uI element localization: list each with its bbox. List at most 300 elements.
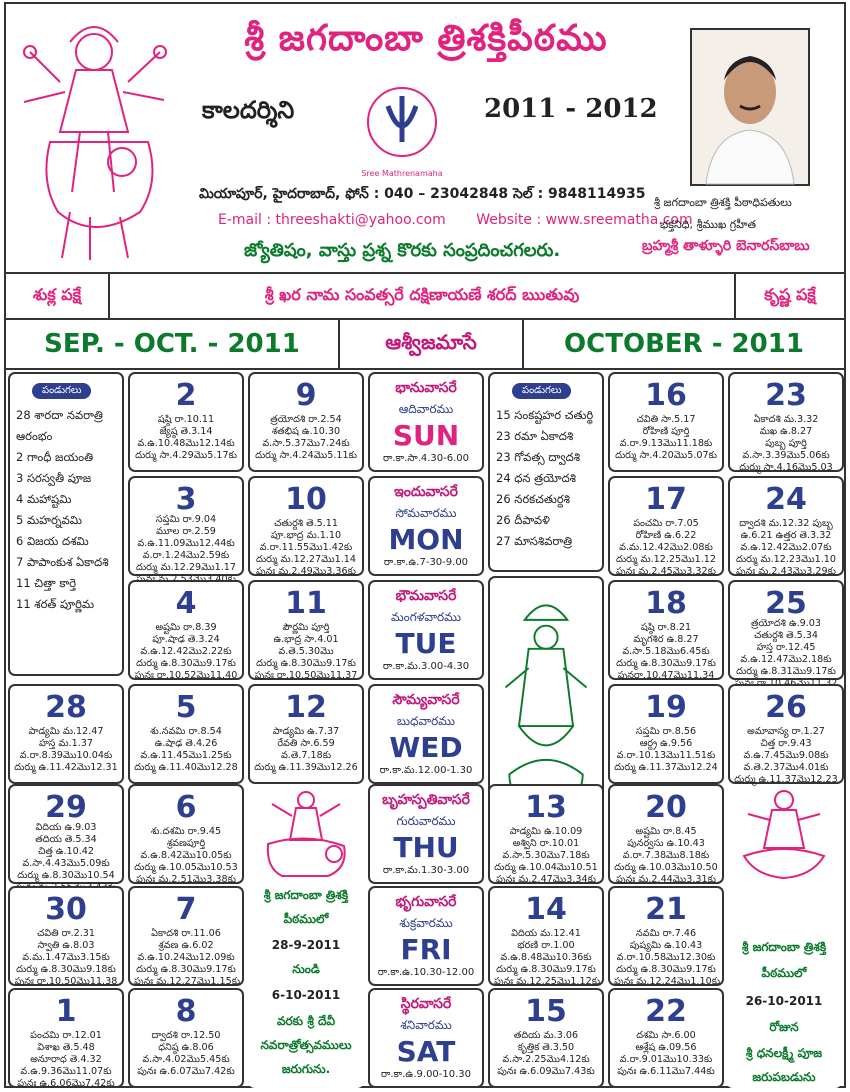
panchang-line: వ.రా.10.13మొ11.51కు bbox=[616, 750, 716, 761]
panchang-line: విదియ మ.12.41 bbox=[511, 928, 581, 939]
paksha-band bbox=[6, 274, 844, 320]
portrait-illustration bbox=[692, 30, 808, 184]
panchang-line: విదియ ఉ.9.03 bbox=[35, 822, 97, 833]
panchang-line: ద్వాదశి మ.12.32 పుబ్బ bbox=[739, 518, 833, 529]
day-number: 5 bbox=[175, 690, 197, 725]
panchang-line: వ.తె.5.30మొ bbox=[278, 646, 334, 657]
rahu-kalam: రా.కా.ఉ.10.30-12.00 bbox=[377, 967, 475, 978]
panchang-line: వ.ఉ.10.24మొ12.09కు bbox=[137, 952, 235, 963]
panchang-line: దుర్ము సా.4.24మొ5.11కు bbox=[255, 450, 357, 461]
panchang-line: ఉ.షాఢ తె.4.26 bbox=[154, 738, 218, 749]
panchang-line: చవితి రా.2.31 bbox=[36, 928, 96, 939]
day-cell bbox=[728, 580, 844, 680]
day-number: 29 bbox=[45, 790, 87, 825]
panchang-line: రేవతి సా.6.59 bbox=[277, 738, 335, 749]
telugu-month-label: ఆశ్వీజమాసే bbox=[385, 329, 477, 354]
day-panchang-details bbox=[134, 514, 238, 586]
day-cell bbox=[128, 580, 244, 680]
panchang-line: ఆశ్లేష ఉ.09.56 bbox=[635, 1042, 697, 1053]
panchang-line: మూల రా.2.59 bbox=[156, 526, 216, 537]
weekday-english: FRI bbox=[400, 933, 452, 966]
panchang-line: ఉ.భాద్ర సా.4.01 bbox=[273, 634, 339, 645]
weekday-vasara: భానువాసరే bbox=[395, 380, 457, 396]
panchang-line: వ.సా.4.43మొ5.09కు bbox=[22, 858, 110, 869]
seal-bottom-text: Sree Mathrenamaha bbox=[361, 169, 443, 178]
festival-item: 11 శరత్ పూర్ణిమ bbox=[16, 597, 95, 611]
panchang-line: దుర్ము సా.4.16మొ5.03 bbox=[739, 462, 833, 473]
weekday-cell-fri bbox=[368, 886, 484, 986]
panchang-line: అష్టమి రా.8.39 bbox=[155, 622, 217, 633]
day-number: 9 bbox=[295, 378, 317, 413]
panchang-line: పునః ఉ.6.06మొ7.42కు bbox=[17, 1078, 115, 1089]
panchang-line: దుర్ము సా.4.20మొ5.07కు bbox=[615, 450, 717, 461]
note-left-line: నవరాత్రోత్సవములు bbox=[260, 1038, 352, 1052]
panchang-line: పునరా.10.47మొ11.34 bbox=[617, 670, 715, 681]
day-panchang-details bbox=[14, 726, 118, 774]
panchang-line: దుర్ము ఉ.11.40మొ12.28 bbox=[134, 762, 238, 773]
panchang-line: దుర్ము ఉ.8.30మొ9.17కు bbox=[136, 964, 236, 975]
panchang-line: వ.ఉ.8.48మొ10.36కు bbox=[500, 952, 592, 963]
panchang-line: రోహిణి ఉ.6.22 bbox=[635, 530, 697, 541]
panchang-line: దుర్ము ఉ.8.30మొ9.17కు bbox=[616, 658, 716, 669]
panchang-line: వ.ఉ.7.45మొ9.08కు bbox=[743, 750, 829, 761]
services-line: జ్యోతిషం, వాస్తు ప్రశ్న కొరకు సంప్రదించగలరు. bbox=[244, 240, 561, 261]
founder-photo bbox=[690, 28, 810, 186]
panchang-line: ఆర్ద్ర ఉ.9.56 bbox=[639, 738, 693, 749]
panchang-line: శ్రవణ ఉ.6.02 bbox=[158, 940, 214, 951]
founder-caption-honor: భక్తనిధి, శ్రీముఖ గ్రహీత bbox=[660, 218, 757, 231]
day-cell bbox=[128, 784, 244, 884]
panchang-line: అష్టమి రా.8.45 bbox=[635, 826, 697, 837]
festival-item: 7 పాపాంకుశ ఏకాదశి bbox=[16, 555, 109, 569]
panchang-line: వ.ఉ.10.48మొ12.14కు bbox=[137, 438, 235, 449]
panchang-line: వ.రా.8.39మొ10.04కు bbox=[19, 750, 113, 761]
weekday-vasara: భృగువాసరే bbox=[395, 894, 457, 910]
panchang-line: తదియ మ.3.06 bbox=[513, 1030, 579, 1041]
rahu-kalam: రా.కా.మ.12.00-1.30 bbox=[379, 765, 473, 776]
day-number: 22 bbox=[645, 994, 687, 1029]
krishna-paksha-label: కృష్ణ పక్షే bbox=[764, 284, 816, 304]
day-cell bbox=[488, 988, 604, 1088]
panchang-line: పునర్వసు ఉ.10.43 bbox=[627, 838, 705, 849]
weekday-cell-thu bbox=[368, 784, 484, 884]
day-cell bbox=[608, 784, 724, 884]
day-cell bbox=[608, 684, 724, 784]
panchang-line: ఏకాదశి మ.3.32 bbox=[753, 414, 819, 425]
panchang-line: హస్త రా.12.45 bbox=[756, 642, 816, 653]
panchang-line: దుర్ము ఉ.11.42మొ12.31 bbox=[14, 762, 118, 773]
calendar-grid bbox=[6, 372, 844, 1088]
day-cell bbox=[248, 476, 364, 576]
weekday-telugu: ఆదివారము bbox=[398, 402, 454, 416]
day-panchang-details bbox=[254, 726, 358, 774]
panchang-line: వ.తె.2.37మొ4.01కు bbox=[743, 762, 829, 773]
day-panchang-details bbox=[494, 928, 601, 988]
peetam-title: శ్రీ జగదాంబా త్రిశక్తిపీఠము bbox=[244, 18, 608, 59]
day-panchang-details bbox=[614, 414, 718, 462]
panchang-line: షష్ఠి రా.10.11 bbox=[157, 414, 215, 425]
panchang-line: పునః మ.2.47మొ3.34కు bbox=[496, 874, 596, 885]
note-left-line: వరకు శ్రీ దేవీ bbox=[276, 1014, 336, 1028]
panchang-line: పునః రా.10.52మొ11.40 bbox=[134, 670, 238, 681]
panchang-line: దుర్ము ఉ.10.04మొ10.51 bbox=[494, 862, 598, 873]
panchang-line: పునః రా.10.50మొ11.38 bbox=[14, 976, 118, 987]
website-text: Website : www.sreematha.com bbox=[476, 212, 693, 228]
panchang-line: చిత్త ఉ.10.42 bbox=[37, 846, 95, 857]
note-left-line: జరుగును. bbox=[281, 1062, 331, 1076]
day-number: 10 bbox=[285, 482, 327, 517]
day-number: 14 bbox=[525, 892, 567, 927]
panchang-line: చతుర్దశి తె.5.34 bbox=[754, 630, 818, 641]
panchang-line: దుర్ము ఉ.11.39మొ12.26 bbox=[254, 762, 358, 773]
day-number: 6 bbox=[175, 790, 197, 825]
panchang-line: వ.ఉ.11.45మొ1.25కు bbox=[140, 750, 232, 761]
festivals-left-box bbox=[8, 372, 124, 676]
panchang-line: పునః మ.2.44మొ3.31కు bbox=[616, 874, 716, 885]
panchang-line: మఖ ఉ.8.27 bbox=[759, 426, 813, 437]
lakshmi-illustration-box bbox=[726, 784, 842, 884]
day-number: 3 bbox=[175, 482, 197, 517]
weekday-cell-sat bbox=[368, 988, 484, 1088]
panchang-line: పునః ఉ.6.09మొ7.43కు bbox=[497, 1066, 595, 1077]
note-left-line: నుండి bbox=[292, 962, 320, 976]
weekday-telugu: మంగళవారము bbox=[390, 610, 462, 624]
panchang-line: చతుర్దశి తె.5.11 bbox=[274, 518, 338, 529]
panchang-line: పుష్యమి ఉ.10.43 bbox=[629, 940, 703, 951]
panchang-line: అమావాస్య రా.1.27 bbox=[747, 726, 825, 737]
day-panchang-details bbox=[134, 414, 238, 462]
founder-caption-title: శ్రీ జగదాంబా త్రిశక్తి పీఠాధిపతులు bbox=[654, 196, 792, 209]
panchang-line: సప్తమి రా.9.04 bbox=[155, 514, 217, 525]
durga-lion-illustration bbox=[248, 784, 364, 884]
day-number: 2 bbox=[175, 378, 197, 413]
peetam-seal-logo bbox=[344, 66, 460, 182]
lakshmi-illustration bbox=[726, 784, 842, 884]
day-panchang-details bbox=[14, 822, 118, 894]
day-number: 23 bbox=[765, 378, 807, 413]
panchang-line: దుర్ము ఉ.10.05మొ10.53 bbox=[134, 862, 238, 873]
festival-item: 24 ధన త్రయోదశి bbox=[496, 471, 577, 485]
dhanalakshmi-note bbox=[726, 884, 842, 1088]
day-cell bbox=[608, 886, 724, 986]
panchang-line: శు.దశమి రా.9.45 bbox=[150, 826, 222, 837]
panchang-line: విశాఖ తె.5.48 bbox=[37, 1042, 95, 1053]
panchang-line: దుర్ము సా.4.29మొ5.17కు bbox=[135, 450, 237, 461]
panchang-line: శతభిష ఉ.10.30 bbox=[271, 426, 341, 437]
day-cell bbox=[608, 476, 724, 576]
festival-item: 4 మహాష్టమి bbox=[16, 492, 72, 506]
panchang-line: నవమి రా.7.46 bbox=[635, 928, 697, 939]
day-cell bbox=[608, 988, 724, 1088]
day-panchang-details bbox=[14, 928, 118, 988]
panchang-line: పాడ్యమి మ.12.47 bbox=[28, 726, 104, 737]
day-panchang-details bbox=[734, 618, 838, 690]
day-panchang-details bbox=[614, 928, 721, 988]
calendar-header bbox=[6, 4, 844, 274]
panchang-line: దుర్ము ఉ.8.30మొ9.17కు bbox=[136, 658, 236, 669]
panchang-line: వ.సా.4.02మొ5.45కు bbox=[142, 1054, 230, 1065]
panchang-line: దుర్ము మ.12.23మొ1.10 bbox=[736, 554, 836, 565]
day-cell bbox=[8, 988, 124, 1088]
panchang-line: పూ.భాద్ర మ.1.10 bbox=[270, 530, 342, 541]
festival-item: 23 గోవత్స ద్వాదశి bbox=[496, 450, 581, 464]
day-panchang-details bbox=[614, 1030, 718, 1078]
samvatsara-label: శ్రీ ఖర నామ సంవత్సరే దక్షిణాయణే శరద్ ఋతువు bbox=[264, 284, 580, 304]
panchang-line: పూ.షాఢ తె.3.24 bbox=[152, 634, 220, 645]
day-panchang-details bbox=[494, 1030, 598, 1078]
rahu-kalam: రా.కా.మ.1.30-3.00 bbox=[382, 865, 470, 876]
festival-item: 15 సంకష్టహర చతుర్థి bbox=[496, 408, 594, 422]
panchang-line: వ.రా.10.58మొ12.30కు bbox=[616, 952, 716, 963]
note-right-line: శ్రీ ధనలక్ష్మీ పూజ bbox=[745, 1046, 823, 1060]
panchang-line: పునః మ.2.43మొ3.29కు bbox=[736, 566, 836, 577]
panchang-line: వ.తె.7.18కు bbox=[280, 750, 332, 761]
weekday-telugu: బుధవారము bbox=[396, 714, 456, 728]
day-panchang-details bbox=[734, 726, 838, 786]
day-number: 13 bbox=[525, 790, 567, 825]
panchang-line: వ.ఉ.8.42మొ10.05కు bbox=[140, 850, 232, 861]
day-number: 19 bbox=[645, 690, 687, 725]
day-cell bbox=[488, 886, 604, 986]
panchang-line: వ.సా.3.39మొ5.06కు bbox=[742, 450, 830, 461]
day-number: 15 bbox=[525, 994, 567, 1029]
panchang-line: వ.ఉ.9.36మొ11.07కు bbox=[20, 1066, 112, 1077]
day-cell bbox=[248, 372, 364, 472]
panchang-line: దుర్ము ఉ.8.30మొ9.17కు bbox=[256, 658, 356, 669]
day-cell bbox=[8, 684, 124, 784]
note-left-line: శ్రీ జగదాంబా త్రిశక్తి bbox=[263, 888, 349, 902]
day-number: 30 bbox=[45, 892, 87, 927]
note-right-line: జరుపబడును bbox=[752, 1070, 816, 1084]
panchang-line: పునః మ.2.51మొ3.38కు bbox=[136, 874, 236, 885]
panchang-line: పంచమి రా.12.01 bbox=[30, 1030, 102, 1041]
navaratri-note bbox=[248, 884, 364, 1088]
panchang-line: అశ్విని రా.10.01 bbox=[512, 838, 580, 849]
panchang-line: పంచమి రా.7.05 bbox=[633, 518, 699, 529]
day-panchang-details bbox=[254, 622, 358, 682]
panchang-line: వ.రా.9.13మొ11.18కు bbox=[619, 438, 713, 449]
weekday-english: THU bbox=[393, 831, 459, 864]
weekday-telugu: సోమవారము bbox=[395, 506, 457, 520]
note-right-line: పీఠములో bbox=[761, 966, 807, 980]
day-panchang-details bbox=[254, 518, 358, 578]
festivals-left-heading: పండుగలు bbox=[32, 383, 91, 399]
panchang-line: వ.ఉ.12.42మొ2.22కు bbox=[140, 646, 232, 657]
panchang-line: పాడ్యమి ఉ.10.09 bbox=[509, 826, 583, 837]
day-cell bbox=[248, 580, 364, 680]
festival-item: 26 దీపావళి bbox=[496, 513, 550, 527]
day-panchang-details bbox=[494, 826, 598, 886]
calendar-years: 2011 - 2012 bbox=[484, 94, 658, 124]
day-cell bbox=[728, 476, 844, 576]
panchang-line: దుర్ము మ.12.27మొ1.14 bbox=[256, 554, 356, 565]
panchang-line: పునః ఉ.6.11మొ7.44కు bbox=[617, 1066, 715, 1077]
panchang-line: త్రయోదశి ఉ.9.03 bbox=[750, 618, 822, 629]
day-panchang-details bbox=[134, 1030, 238, 1078]
note-left-date: 6-10-2011 bbox=[271, 988, 341, 1002]
panchang-line: వ.రా.1.24మొ2.59కు bbox=[142, 550, 230, 561]
calendar-page bbox=[4, 2, 846, 1088]
day-cell bbox=[8, 784, 124, 884]
day-number: 8 bbox=[175, 994, 197, 1029]
weekday-english: SUN bbox=[392, 419, 460, 452]
panchang-line: హస్త మ.1.37 bbox=[39, 738, 93, 749]
festival-item: ఆరంభం bbox=[16, 429, 53, 443]
day-panchang-details bbox=[734, 518, 838, 578]
panchang-line: వ.మ.1.47మొ3.15కు bbox=[22, 952, 110, 963]
day-number: 16 bbox=[645, 378, 687, 413]
panchang-line: వ.సా.5.37మొ7.24కు bbox=[262, 438, 350, 449]
day-panchang-details bbox=[134, 622, 238, 682]
festival-item: 3 సరస్వతీ పూజ bbox=[16, 471, 92, 485]
rahu-kalam: రా.కా.ఉ.7-30-9.00 bbox=[383, 557, 469, 568]
panchang-line: పునః మ.2.45మొ3.32కు bbox=[616, 566, 716, 577]
panchang-line: సప్తమి రా.8.56 bbox=[635, 726, 697, 737]
calendar-subtitle: కాలదర్శిని bbox=[202, 96, 295, 124]
weekday-telugu: శనివారము bbox=[400, 1018, 452, 1032]
panchang-line: దుర్ము ఉ.11.37మొ12.24 bbox=[614, 762, 718, 773]
weekday-english: SAT bbox=[396, 1035, 456, 1068]
weekday-vasara: బృహస్పతివాసరే bbox=[382, 792, 470, 808]
festivals-right-list bbox=[496, 405, 596, 552]
day-panchang-details bbox=[614, 726, 718, 774]
rahu-kalam: రా.కా.ఉ.9.00-10.30 bbox=[380, 1069, 472, 1080]
day-number: 28 bbox=[45, 690, 87, 725]
rahu-kalam: రా.కా.మ.3.00-4.30 bbox=[382, 661, 470, 672]
goddess-durga-illustration bbox=[10, 12, 178, 264]
day-cell bbox=[128, 476, 244, 576]
panchang-line: త్రయోదశి రా.2.54 bbox=[270, 414, 342, 425]
day-number: 18 bbox=[645, 586, 687, 621]
day-cell bbox=[728, 684, 844, 784]
email-text: E-mail : threeshakti@yahoo.com bbox=[218, 212, 446, 228]
panchang-line: దుర్ము మ.12.29మొ1.17 bbox=[136, 562, 236, 573]
weekday-vasara: భౌమవాసరే bbox=[395, 588, 457, 604]
panchang-line: చవితి సా.5.17 bbox=[636, 414, 696, 425]
month-band bbox=[6, 320, 844, 370]
festival-item: 5 మహర్నవమి bbox=[16, 513, 82, 527]
panchang-line: శు.నవమి రా.8.54 bbox=[150, 726, 222, 737]
day-panchang-details bbox=[134, 928, 241, 988]
festivals-right-box bbox=[488, 372, 604, 572]
panchang-line: వ.సా.2.25మొ4.12కు bbox=[502, 1054, 590, 1065]
panchang-line: అనూరాధ తె.4.32 bbox=[30, 1054, 102, 1065]
panchang-line: వ.సా.5.18మొ6.45కు bbox=[622, 646, 710, 657]
month-left-label: SEP. - OCT. - 2011 bbox=[44, 329, 300, 359]
day-number: 4 bbox=[175, 586, 197, 621]
festival-item: 6 విజయ దశమి bbox=[16, 534, 89, 548]
weekday-telugu: గురువారము bbox=[396, 814, 456, 828]
day-cell bbox=[128, 372, 244, 472]
panchang-line: ధనిష్ఠ ఉ.8.06 bbox=[158, 1042, 214, 1053]
panchang-line: దుర్ము ఉ.8.31మొ9.17కు bbox=[736, 666, 836, 677]
panchang-line: దుర్ము మ.12.25మొ1.12 bbox=[616, 554, 716, 565]
day-panchang-details bbox=[134, 726, 238, 774]
day-cell bbox=[728, 372, 844, 472]
weekday-english: MON bbox=[388, 523, 464, 556]
note-right-date: 26-10-2011 bbox=[745, 994, 823, 1008]
day-number: 7 bbox=[175, 892, 197, 927]
panchang-line: తదియ తె.5.34 bbox=[35, 834, 97, 845]
panchang-line: రోహిణి పూర్తి bbox=[642, 426, 690, 437]
weekday-cell-wed bbox=[368, 684, 484, 784]
day-cell bbox=[128, 988, 244, 1088]
panchang-line: పునః మ.12.24మొ1.10కు bbox=[614, 976, 721, 987]
panchang-line: దుర్ము ఉ.8.30మొ9.17కు bbox=[496, 964, 596, 975]
panchang-line: ఏకాదశి రా.11.06 bbox=[151, 928, 221, 939]
panchang-line: స్వాతి ఉ.8.03 bbox=[37, 940, 95, 951]
day-panchang-details bbox=[134, 826, 238, 886]
panchang-line: పునః రా.10.50మొ11.37 bbox=[254, 670, 358, 681]
panchang-line: వ.సా.5.30మొ7.18కు bbox=[502, 850, 590, 861]
shukla-paksha-label: శుక్ల పక్షే bbox=[33, 284, 81, 304]
day-number: 1 bbox=[55, 994, 77, 1029]
note-right-line: శ్రీ జగదాంబా త్రిశక్తి bbox=[741, 940, 827, 954]
panchang-line: దుర్ము ఉ.8.30మొ10.54 bbox=[17, 870, 115, 881]
panchang-line: పౌర్ణమి పూర్తి bbox=[282, 622, 330, 633]
panchang-line: దశమి సా.6.00 bbox=[636, 1030, 696, 1041]
day-cell bbox=[608, 580, 724, 680]
festival-item: 11 చిత్తా కార్తె bbox=[16, 576, 77, 590]
day-number: 11 bbox=[285, 586, 327, 621]
weekday-cell-mon bbox=[368, 476, 484, 576]
month-right-label: OCTOBER - 2011 bbox=[564, 329, 804, 359]
day-cell bbox=[488, 784, 604, 884]
weekday-english: TUE bbox=[395, 627, 457, 660]
panchang-line: వ.ఉ.12.42మొ2.07కు bbox=[740, 542, 832, 553]
day-number: 25 bbox=[765, 586, 807, 621]
day-cell bbox=[608, 372, 724, 472]
festival-item: 28 శారదా నవరాత్రి bbox=[16, 408, 103, 422]
day-panchang-details bbox=[614, 826, 718, 886]
panchang-line: పునః మ.12.27మొ1.15కు bbox=[134, 976, 241, 987]
panchang-line: వ.రా.9.01మొ10.33కు bbox=[619, 1054, 713, 1065]
panchang-line: పునః ఉ.6.07మొ7.42కు bbox=[137, 1066, 235, 1077]
panchang-line: పుబ్బ పూర్తి bbox=[765, 438, 807, 449]
weekday-telugu: శుక్రవారము bbox=[399, 916, 453, 930]
contact-line bbox=[218, 212, 719, 228]
weekday-cell-sun bbox=[368, 372, 484, 472]
rahu-kalam: రా.కా.సా.4.30-6.00 bbox=[382, 453, 470, 464]
panchang-line: పాడ్యమి ఉ.7.37 bbox=[272, 726, 340, 737]
durga-illustration-box bbox=[248, 784, 364, 884]
note-left-line: పీఠములో bbox=[283, 912, 329, 926]
panchang-line: పునః మ.12.25మొ1.12కు bbox=[494, 976, 601, 987]
day-number: 20 bbox=[645, 790, 687, 825]
panchang-line: చిత్త రా.9.43 bbox=[760, 738, 812, 749]
day-number: 26 bbox=[765, 690, 807, 725]
panchang-line: వ.రా.7.38మొ8.18కు bbox=[622, 850, 710, 861]
panchang-line: దుర్ము ఉ.8.30మొ9.17కు bbox=[616, 964, 716, 975]
day-number: 24 bbox=[765, 482, 807, 517]
festival-item: 27 మాసశివరాత్రి bbox=[496, 534, 573, 548]
festivals-right-heading: పండుగలు bbox=[512, 383, 571, 399]
panchang-line: కృత్తిక తె.3.50 bbox=[517, 1042, 575, 1053]
weekday-english: WED bbox=[389, 731, 463, 764]
festival-item: 26 నరకచతుర్దశి bbox=[496, 492, 570, 506]
panchang-line: దుర్ము ఉ.8.30మొ9.18కు bbox=[16, 964, 116, 975]
day-panchang-details bbox=[614, 518, 718, 578]
panchang-line: వ.ఉ.12.47మొ2.18కు bbox=[740, 654, 832, 665]
day-panchang-details bbox=[254, 414, 358, 462]
panchang-line: మృగశిర ఉ.8.27 bbox=[633, 634, 699, 645]
panchang-line: ద్వాదశి రా.12.50 bbox=[151, 1030, 221, 1041]
note-right-line: రోజున bbox=[769, 1020, 799, 1034]
panchang-line: దుర్ము ఉ.10.03మొ10.50 bbox=[614, 862, 718, 873]
address-line: మియాపూర్, హైదరాబాద్, ఫోన్ : 040 – 23042848 సెల్ : 9848114935 bbox=[199, 186, 646, 202]
day-cell bbox=[128, 684, 244, 784]
panchang-line: వ.మ.12.42మొ2.08కు bbox=[619, 542, 713, 553]
